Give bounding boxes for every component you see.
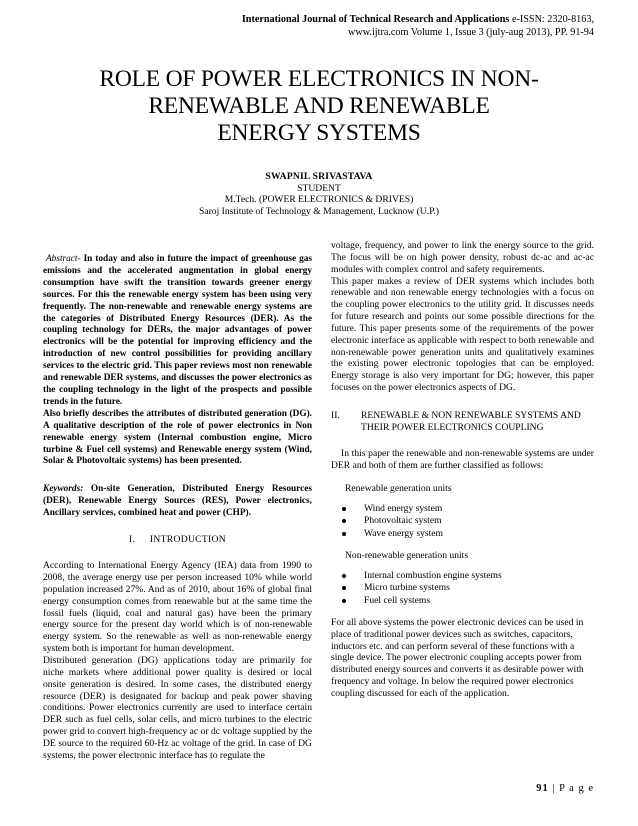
right-column [331, 240, 594, 700]
keywords [43, 484, 312, 519]
title-line-1: ROLE OF POWER ELECTRONICS IN NON- [99, 66, 539, 92]
nonrenewable-units-title: Non-renewable generation units [345, 550, 469, 562]
nonrenewable-units-list [331, 570, 594, 607]
section-2-title-line-2: THEIR POWER ELECTRONICS COUPLING [361, 421, 544, 433]
section-2-heading [331, 410, 594, 434]
list-item: Internal combustion engine systems [331, 570, 594, 582]
list-item: Wave energy system [331, 528, 594, 540]
intro-paragraph-2: Distributed generation (DG) applications today are primarily for niche markets where additional power quality is desired or local onsite generation is desired. In some cases, the distributed energy resource (DER) is designated for backup and peak power shaving conditions. Power electronics currently are used to interface certain DER such as fuel cells, solar cells, and micro turbines to the electric power grid to convert high-frequency ac or dc voltage supplied by the DE source to the required 60-Hz ac voltage of the grid. In case of DG systems, the power electronic interface has to regulate the [43, 655, 312, 761]
section-2-number: II. [331, 409, 340, 421]
section-1-heading [43, 534, 312, 546]
author-role: STUDENT [297, 182, 341, 194]
list-item: Photovoltaic system [331, 515, 594, 527]
bullet-icon [342, 574, 346, 578]
bullet-icon [342, 599, 346, 603]
review-paragraph: This paper makes a review of DER systems which includes both renewable and non renewable energy technologies with a focus on the coupling power electronics to the utility grid. It discusses needs for future research and points out some possible directions for the future. This paper presents some of the requirements of the power electronic interface as applicable with respect to both renewable and non-renewable power generation units and qualitatively examines the existing power electronic topologies that can be employed. Energy storage is also very important for DG; however, this paper focuses on the power electronics aspects of DG. [331, 275, 594, 394]
abstract-continued [43, 409, 312, 469]
paper-title [60, 66, 578, 147]
section-2-title-line-1: RENEWABLE & NON RENEWABLE SYSTEMS AND [361, 409, 581, 421]
renewable-units-title: Renewable generation units [345, 483, 452, 495]
bullet-icon [342, 586, 346, 590]
abstract-lead: Abstract- [46, 254, 81, 264]
left-column [43, 254, 312, 762]
abstract-text-2: Also briefly describes the attributes of distributed generation (DG). A qualitative description of the role of power electronics in Non renewable energy system (Internal combustion engine, Micro turbine & Fuel cell systems) and Renewable energy system (Wind, Solar & Photovoltaic systems) has been presented. [43, 408, 312, 467]
page-label: P a g e [559, 783, 594, 794]
bullet-icon [342, 519, 346, 523]
section-1-number: I. [129, 534, 136, 546]
title-line-3: ENERGY SYSTEMS [217, 120, 421, 146]
journal-header [154, 13, 594, 39]
list-item: Fuel cell systems [331, 595, 594, 607]
page-number: 91 [536, 783, 549, 794]
section-2-intro: In this paper the renewable and non-renewable systems are under DER and both of them are further classified as follows: [331, 447, 594, 471]
renewable-units-list [331, 503, 594, 540]
author-affiliation: Saroj Institute of Technology & Management, Lucknow (U.P.) [198, 205, 440, 217]
journal-name: International Journal of Technical Research and Applications [241, 14, 510, 25]
keywords-lead: Keywords: [43, 484, 84, 495]
author-degree: M.Tech. (POWER ELECTRONICS & DRIVES) [224, 194, 414, 205]
list-item: Wind energy system [331, 503, 594, 515]
journal-volume-line: www.ijtra.com Volume 1, Issue 3 (july-aug 2013), PP. 91-94 [348, 27, 594, 38]
page-separator: | [548, 783, 560, 794]
bullet-icon [342, 532, 346, 536]
bullet-icon [342, 507, 346, 511]
journal-eissn: e-ISSN: 2320-8163, [511, 14, 594, 25]
keywords-text: On-site Generation, Distributed Energy Resources (DER), Renewable Energy Sources (RES), Power electronics, Ancillary services, combined heat and power (CHP). [43, 484, 312, 518]
intro-paragraph-1: According to International Energy Agency (IEA) data from 1990 to 2008, the average energy use per person increased 10% while world population increased 27%. And as of 2010, about 16% of global final energy consumption comes from renewable but at the same time the fossil fuels (liquid, coal and natural gas) have been the primary energy source for the present day world which is of non-renewable energy system. So the renewable as well as non-renewable energy system both is important for human development. [43, 560, 312, 655]
section-1-title: INTRODUCTION [149, 534, 226, 546]
author-block [0, 171, 638, 217]
intro-continuation: voltage, frequency, and power to link the energy source to the grid. The focus will be on high power density, robust dc-ac and ac-ac modules with complex control and safety requirements. [331, 240, 594, 275]
author-name: SWAPNIL SRIVASTAVA [265, 171, 373, 182]
abstract-text: In today and also in future the impact of greenhouse gas emissions and the accelerated augmentation in global energy consumption have swift the transition towards greener energy sources. For this the renewable energy system has been using very frequently. The non-renewable and renewable energy systems are the categories of Distributed Energy Resources (DER). As the coupling technology for DERs, the major advantages of power electronics will be the potential for improving efficiency and the introduction of new control possibilities for providing ancillary services to the electric grid. This paper reviews most non renewable and renewable DER systems, and discusses the power electronics as the coupling technology in the light of the prospects and possible trends in the future. [43, 254, 312, 407]
abstract [43, 254, 312, 409]
list-item: Micro turbine systems [331, 582, 594, 594]
coupling-paragraph: For all above systems the power electronic devices can be used in place of traditional power devices such as switches, capacitors, inductors etc. and can perform several of these functions with a single device. The power electronic coupling accepts power from distributed energy sources and converts it as desirable power with frequency and voltage. In below the required power electronics coupling discussed for each of the application. [331, 616, 584, 699]
page-footer [536, 783, 594, 794]
title-line-2: RENEWABLE AND RENEWABLE [148, 93, 490, 119]
